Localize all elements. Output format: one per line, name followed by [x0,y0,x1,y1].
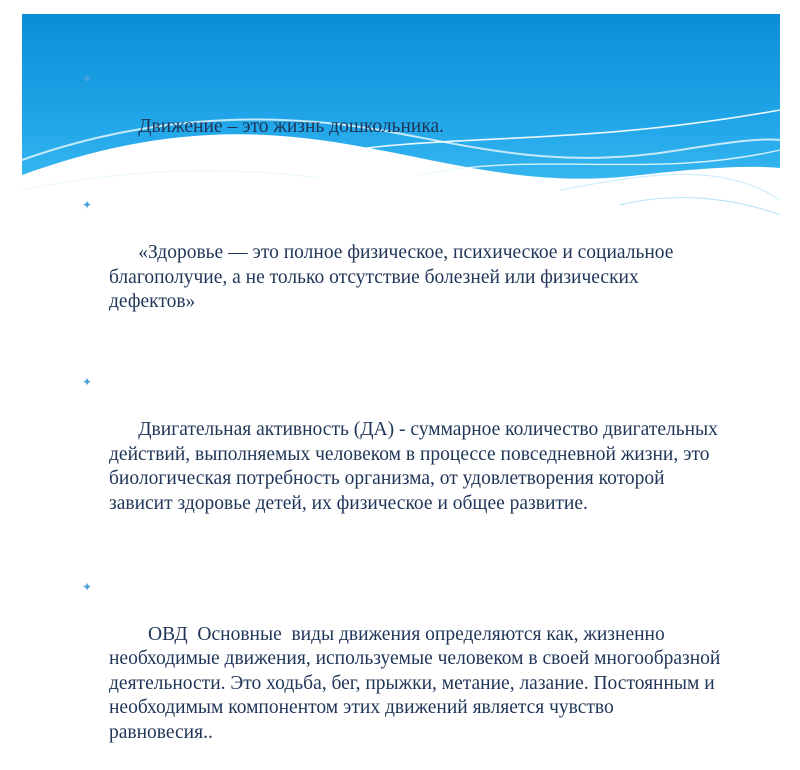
bullet-item-basic-movements [82,574,726,770]
bullet-item-motor-activity [82,369,722,541]
bullet-list [82,66,726,770]
star-bullet-icon: ✦ [82,579,93,594]
bullet-item-health-definition [82,192,722,339]
star-bullet-icon: ✦ [82,72,93,86]
star-bullet-icon: ✦ [82,198,93,212]
star-bullet-icon: ✦ [82,375,93,389]
bullet-text: Двигательная активность (ДА) - суммарное количество двигательных действий, выполняемых человеком в процессе повседневной жизни, это биологическая потребность организма, от удовлетворения которой зависит здоровье детей, их физическое и общее развитие. [109,419,723,514]
bullet-text: Движение – это жизнь дошкольника. [138,116,445,137]
bullet-text: «Здоровье — это полное физическое, психическое и социальное благополучие, а не только отсутствие болезней или физических дефектов» [109,242,679,312]
bullet-text: ОВД Основные виды движения определяются как, жизненно необходимые движения, используемые человеком в своей многообразной деятельности. Это ходьба, бег, прыжки, метание, лазание. Постоянным и необходимым компонентом этих движений является чувство равновесия.. [109,623,726,743]
bullet-item-movement [82,66,722,164]
